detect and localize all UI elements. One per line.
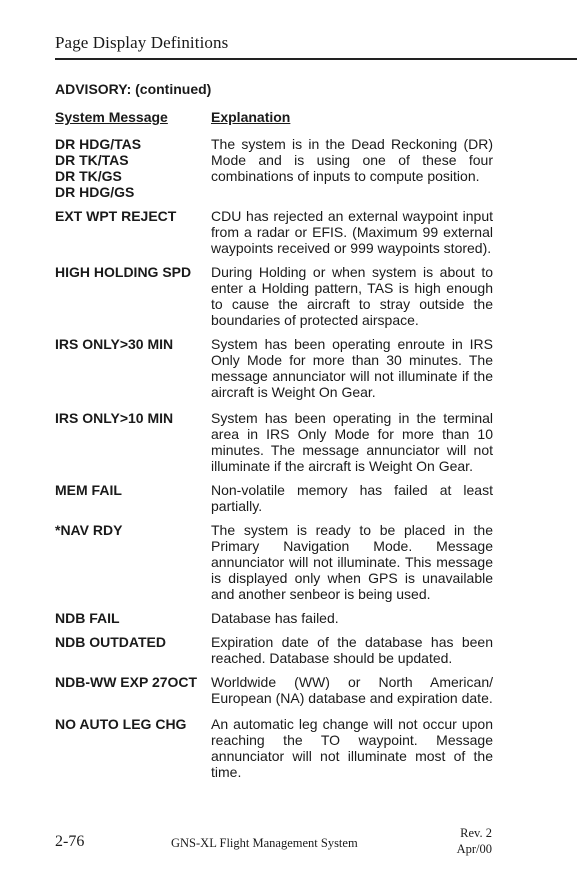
footer-document-title: GNS-XL Flight Management System xyxy=(171,836,358,850)
message-explanation: The system is ready to be placed in the Primary Navigation Mode. Message annunciator will not illuminate. This message is displayed only when GPS is unavailable and another senbeor is being used. xyxy=(211,522,493,602)
message-explanation: The system is in the Dead Reckoning (DR) Mode and is using one of these four combinations of inputs to compute position. xyxy=(211,136,493,184)
system-message-code: DR HDG/GS xyxy=(55,184,135,200)
message-explanation: CDU has rejected an external waypoint input from a radar or EFIS. (Maximum 99 external waypoints received or 999 waypoints stored). xyxy=(211,208,493,256)
system-message-code: NO AUTO LEG CHG xyxy=(55,716,187,732)
revision-label: Rev. 2 xyxy=(460,826,492,840)
system-message xyxy=(55,482,211,514)
page-header-title: Page Display Definitions xyxy=(55,33,229,52)
message-entry xyxy=(55,674,495,706)
system-message-code: *NAV RDY xyxy=(55,522,123,538)
system-message-code: NDB OUTDATED xyxy=(55,634,166,650)
system-message xyxy=(55,522,211,602)
revision-date: Apr/00 xyxy=(456,842,492,856)
system-message-code: NDB FAIL xyxy=(55,610,120,626)
system-message-code: IRS ONLY>30 MIN xyxy=(55,336,174,352)
message-entry xyxy=(55,410,495,474)
column-header-message: System Message xyxy=(55,109,168,125)
message-explanation: System has been operating in the terminal area in IRS Only Mode for more than 10 minutes. The message annunciator will not illuminate if the aircraft is Weight On Gear. xyxy=(211,410,493,474)
message-explanation: Non-volatile memory has failed at least partially. xyxy=(211,482,493,514)
system-message-code: NDB-WW EXP 27OCT xyxy=(55,674,198,690)
message-entry xyxy=(55,264,495,328)
system-message xyxy=(55,136,211,200)
footer-revision xyxy=(457,825,492,857)
system-message-code: EXT WPT REJECT xyxy=(55,208,177,224)
message-definition-list xyxy=(55,136,495,788)
system-message xyxy=(55,208,211,256)
system-message xyxy=(55,674,211,706)
system-message-code: DR TK/GS xyxy=(55,168,122,184)
message-explanation: Database has failed. xyxy=(211,610,339,626)
system-message-code: MEM FAIL xyxy=(55,482,122,498)
message-entry xyxy=(55,208,495,256)
system-message xyxy=(55,716,211,780)
system-message-code: IRS ONLY>10 MIN xyxy=(55,410,174,426)
system-message xyxy=(55,410,211,474)
system-message-code: DR HDG/TAS xyxy=(55,136,142,152)
system-message-code: DR TK/TAS xyxy=(55,152,129,168)
page-number: 2-76 xyxy=(55,833,85,850)
message-entry xyxy=(55,482,495,514)
message-entry xyxy=(55,522,495,602)
message-explanation: Expiration date of the database has been reached. Database should be updated. xyxy=(211,634,493,666)
column-header-explanation: Explanation xyxy=(211,109,291,125)
message-entry xyxy=(55,634,495,666)
message-explanation: Worldwide (WW) or North American/ European (NA) database and expiration date. xyxy=(211,674,493,706)
message-explanation: An automatic leg change will not occur upon reaching the TO waypoint. Message annunciator will not illuminate most of the time. xyxy=(211,716,493,780)
system-message-code: HIGH HOLDING SPD xyxy=(55,264,192,280)
message-entry xyxy=(55,610,495,626)
system-message xyxy=(55,264,211,328)
system-message xyxy=(55,610,211,626)
message-explanation: During Holding or when system is about to enter a Holding pattern, TAS is high enough to cause the aircraft to stray outside the boundaries of protected airspace. xyxy=(211,264,493,328)
system-message xyxy=(55,336,211,400)
section-title: ADVISORY: (continued) xyxy=(55,81,212,97)
message-entry xyxy=(55,716,495,780)
message-entry xyxy=(55,136,495,200)
message-explanation: System has been operating enroute in IRS Only Mode for more than 30 minutes. The message annunciator will not illuminate if the aircraft is Weight On Gear. xyxy=(211,336,493,400)
system-message xyxy=(55,634,211,666)
header-divider xyxy=(55,58,577,60)
message-entry xyxy=(55,336,495,400)
